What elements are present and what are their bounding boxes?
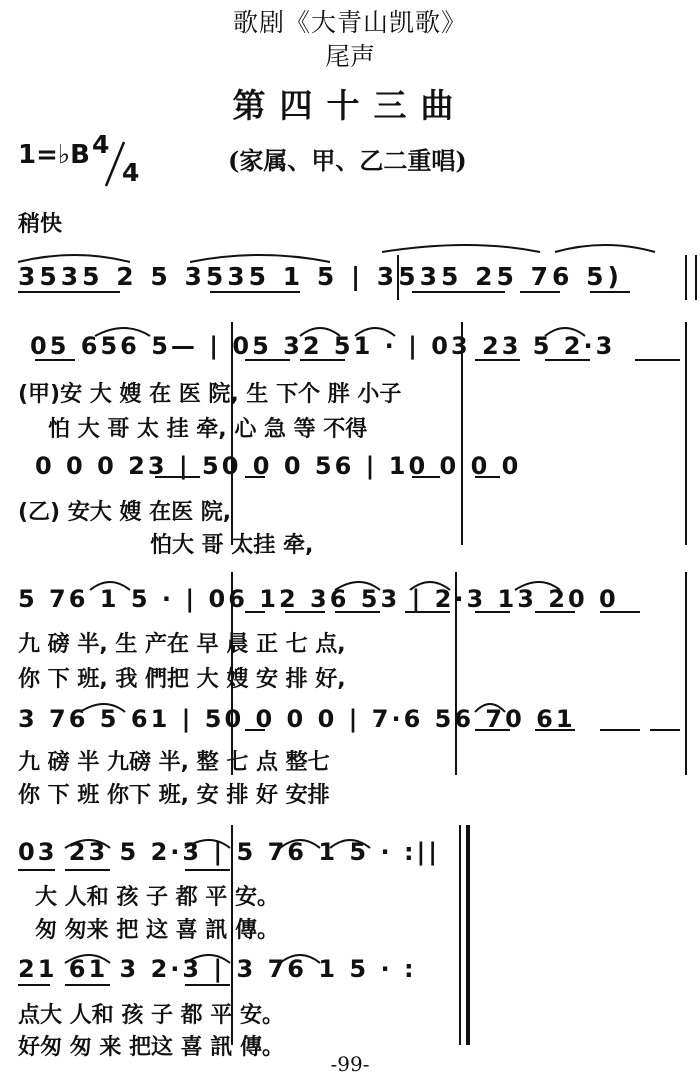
system-3-voice-a-lyric-1: 大 人和 孩 子 都 平 安。	[35, 885, 279, 910]
system-2-voice-b-notes: 3 76 5 61 | 50 0 0 0 | 7·6 56 70 61	[18, 705, 576, 733]
system-3-voice-b-lyric-1: 点大 人和 孩 子 都 平 安。	[18, 1003, 284, 1028]
system-2-voice-a-notes: 5 76 1 5 · | 06 12 36 53 | 2·3 13 20 0	[18, 585, 619, 613]
meter-numerator: 4	[92, 130, 110, 159]
movement-title: 尾声	[324, 42, 375, 71]
system-2-voice-b-lyric-1: 九 磅 半 九磅 半, 整 七 点 整七	[18, 750, 330, 775]
system-1-voice-a-notes: 05 656 5— | 05 32 51 · | 03 23 5 2·3	[30, 332, 616, 360]
intro-notes: 3535 2 5 3535 1 5 | 3535 25 76 5)	[18, 262, 623, 291]
piece-title: 第四十三曲	[232, 86, 468, 125]
tempo-marking: 稍快	[18, 211, 63, 237]
system-1-voice-a-lyric-2: 怕 大 哥 太 挂 牵, 心 急 等 不得	[48, 417, 368, 442]
key-signature: 1=♭B	[18, 140, 90, 170]
system-1-voice-b-lyric-2: 怕大 哥 太挂 牵,	[150, 533, 314, 558]
page-number: -99-	[330, 1052, 370, 1076]
meter-denominator: 4	[122, 158, 140, 187]
system-3-voice-a-lyric-2: 匆 匆来 把 这 喜 訊 傳。	[35, 918, 279, 943]
system-2-voice-a-lyric-1: 九 磅 半, 生 产在 早 晨 正 七 点,	[18, 632, 346, 657]
system-3-voice-b-lyric-2: 好匆 匆 来 把这 喜 訊 傳。	[18, 1035, 284, 1060]
voices-label: (家属、甲、乙二重唱)	[228, 146, 467, 175]
system-3-voice-a-notes: 03 23 5 2·3 | 5 76 1 5 · :||	[18, 838, 441, 866]
system-2-voice-a-lyric-2: 你 下 班, 我 們把 大 嫂 安 排 好,	[18, 667, 346, 692]
system-1-voice-b-lyric-1: (乙) 安大 嫂 在医 院,	[18, 500, 232, 525]
system-3-voice-b-notes: 21 61 3 2·3 | 3 76 1 5 · :	[18, 955, 417, 983]
system-1-voice-b-notes: 0 0 0 23 | 50 0 0 56 | 10 0 0 0	[35, 452, 522, 480]
system-2-voice-b-lyric-2: 你 下 班 你下 班, 安 排 好 安排	[18, 783, 330, 808]
opera-title: 歌剧《大青山凯歌》	[232, 8, 467, 37]
system-1-voice-a-lyric-1: (甲)安 大 嫂 在 医 院, 生 下个 胖 小子	[18, 382, 402, 407]
